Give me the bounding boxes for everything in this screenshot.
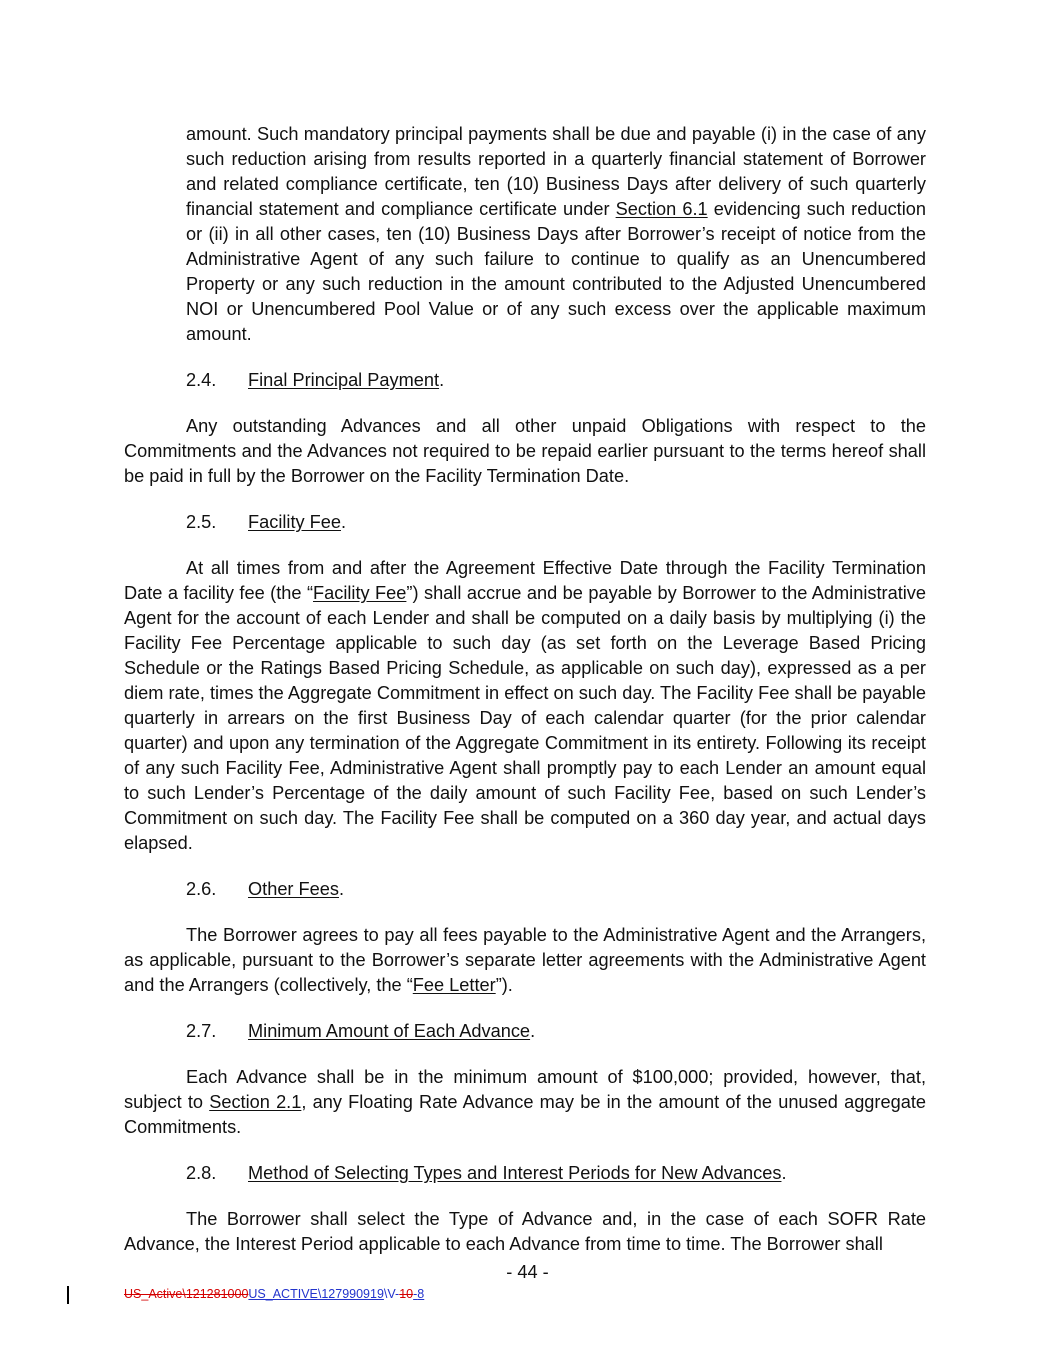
section-2-7-title: Minimum Amount of Each Advance	[248, 1021, 531, 1041]
section-6-1-reference: Section 6.1	[615, 199, 708, 219]
section-2-4-title: Final Principal Payment	[248, 370, 440, 390]
section-2-5-title: Facility Fee	[248, 512, 341, 532]
section-2-4-heading: 2.4. Final Principal Payment.	[186, 370, 445, 390]
document-page	[124, 122, 926, 1257]
page-number: - 44 -	[506, 1262, 549, 1282]
section-2-4-body: Any outstanding Advances and all other unpaid Obligations with respect to the Commitments and the Advances not required to be repaid earlier pursuant to the terms hereof shall be paid in full by the Borrower on the Facility Termination Date.	[124, 416, 926, 486]
document-id-footer: US_Active\121281000US_ACTIVE\127990919\V-10-8	[124, 1287, 425, 1301]
inserted-document-id: US_ACTIVE\127990919	[248, 1287, 384, 1301]
section-2-7-heading: 2.7. Minimum Amount of Each Advance.	[186, 1021, 536, 1041]
section-2-5-heading: 2.5. Facility Fee.	[186, 512, 347, 532]
section-2-8-body: The Borrower shall select the Type of Advance and, in the case of each SOFR Rate Advance, the Interest Period applicable to each Advance from time to time. The Borrower shall	[124, 1209, 926, 1254]
section-2-5-body: At all times from and after the Agreement Effective Date through the Facility Termination Date a facility fee (the “Facility Fee”) shall accrue and be payable by Borrower to the Administrative Agent for the account of each Lender and shall be computed on a daily basis by multiplying (i) the Facility Fee Percentage applicable to such day (as set forth on the Leverage Based Pricing Schedule or the Ratings Based Pricing Schedule, as applicable on such day), expressed as a per diem rate, times the Aggregate Commitment in effect on such day. The Facility Fee shall be payable quarterly in arrears on the first Business Day of each calendar quarter (for the prior calendar quarter) and upon any termination of the Aggregate Commitment in its entirety. Following its receipt of any such Facility Fee, Administrative Agent shall promptly pay to each Lender an amount equal to such Lender’s Percentage of the daily amount of such Facility Fee, based on such Lender’s Commitment on such day. The Facility Fee shall be computed on a 360 day year, and actual days elapsed.	[124, 558, 926, 853]
section-2-7-body: Each Advance shall be in the minimum amount of $100,000; provided, however, that, subject to Section 2.1, any Floating Rate Advance may be in the amount of the unused aggregate Commitments.	[124, 1067, 926, 1137]
section-2-6-heading: 2.6. Other Fees.	[186, 879, 345, 899]
inserted-version: 8	[417, 1287, 425, 1301]
section-2-8-title: Method of Selecting Types and Interest Periods for New Advances	[248, 1163, 782, 1183]
section-2-8-heading: 2.8. Method of Selecting Types and Interest Periods for New Advances.	[186, 1163, 787, 1183]
section-2-6-body: The Borrower agrees to pay all fees payable to the Administrative Agent and the Arrangers, as applicable, pursuant to the Borrower’s separate letter agreements with the Administrative Agent and the Arrangers (collectively, the “Fee Letter”).	[124, 925, 926, 995]
deleted-version: 10	[399, 1287, 414, 1301]
facility-fee-term: Facility Fee	[313, 583, 407, 603]
section-2-6-title: Other Fees	[248, 879, 339, 899]
deleted-document-id: US_Active\121281000	[124, 1287, 249, 1301]
continuation-paragraph: amount. Such mandatory principal payments shall be due and payable (i) in the case of any such reduction arising from results reported in a quarterly financial statement of Borrower and related compliance certificate, ten (10) Business Days after delivery of such quarterly financial statement and compliance certificate under Section 6.1 evidencing such reduction or (ii) in all other cases, ten (10) Business Days after Borrower’s receipt of notice from the Administrative Agent of any such failure to continue to qualify as an Unencumbered Property or any such reduction in the amount contributed to the Adjusted Unencumbered NOI or Unencumbered Pool Value or of any such excess over the applicable maximum amount.	[186, 124, 927, 344]
section-2-1-reference: Section 2.1	[209, 1092, 302, 1112]
fee-letter-term: Fee Letter	[412, 975, 496, 995]
change-bar	[67, 1286, 69, 1304]
